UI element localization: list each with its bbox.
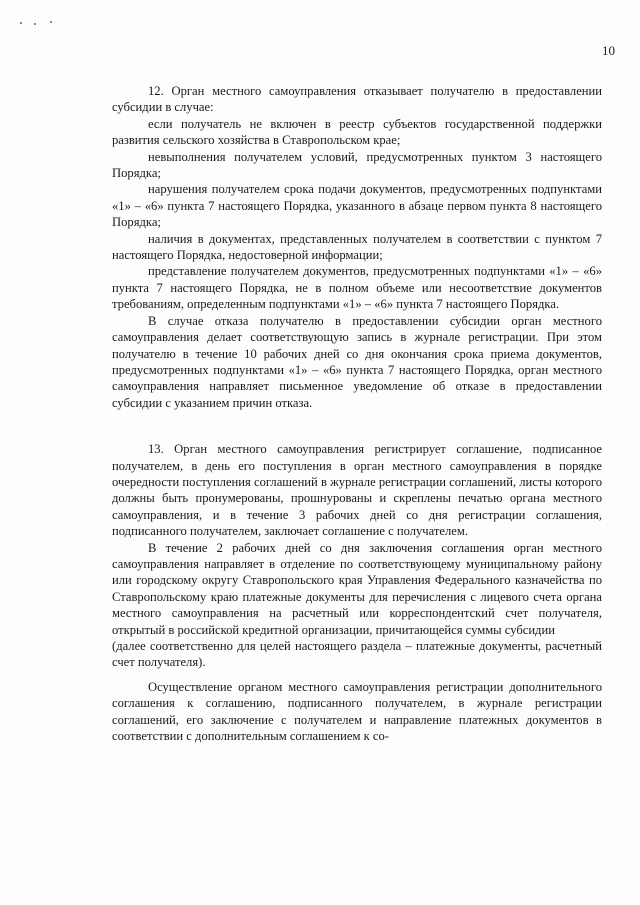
document-body (112, 83, 602, 744)
paragraph-12-refusal: В случае отказа получателю в предоставлении субсидии орган местного самоуправления делает соответствующую запись в журнале регистрации. При этом получателю в течение 10 рабочих дней со дня окончания срока приема документов, предусмотренных подпунктами «1» – «6» пункта 7 настоящего Порядка, орган местного самоуправления направляет письменное уведомление об отказе в предоставлении субсидии с указанием причин отказа. (112, 313, 602, 410)
paragraph-12-item: наличия в документах, представленных получателем в соответствии с пунктом 7 настоящего Порядка, недостоверной информации; (112, 231, 602, 263)
scan-speck (20, 22, 22, 24)
paragraph-13-payment: В течение 2 рабочих дней со дня заключения соглашения орган местного самоуправления направляет в отделение по соответствующему муниципальному району или городскому округу Ставропольского края Управления Федерального казначейства по Ставропольскому краю платежные документы для перечисления с лицевого счета органа местного самоуправления на расчетный или корреспондентский счет получателя, открытый в российской кредитной организации, причитающейся суммы субсидии (112, 540, 602, 637)
paragraph-12-item: невыполнения получателем условий, предусмотренных пунктом 3 настоящего Порядка; (112, 149, 602, 181)
scan-specks (20, 20, 60, 26)
paragraph-12-item: представление получателем документов, предусмотренных подпунктами «1» – «6» пункта 7 настоящего Порядка, не в полном объеме или несоответствие документов требованиям, определенным подпунктами «1» – «6» пункта 7 настоящего Порядка. (112, 264, 602, 312)
paragraph-12: 12. Орган местного самоуправления отказывает получателю в предоставлении субсидии в случае: (112, 84, 602, 115)
paragraph-13-definition: (далее соответственно для целей настоящего раздела – платежные документы, расчетный счет получателя). (112, 639, 602, 670)
scan-speck (50, 21, 52, 23)
paragraph-12-item: если получатель не включен в реестр субъектов государственной поддержки развития сельского хозяйства в Ставропольском крае; (112, 116, 602, 148)
paragraph-12-item: нарушения получателем срока подачи документов, предусмотренных подпунктами «1» – «6» пункта 7 настоящего Порядка, указанного в абзаце первом пункта 8 настоящего Порядка; (112, 182, 602, 230)
paragraph-13: 13. Орган местного самоуправления регистрирует соглашение, подписанное получателем, в день его поступления в орган местного самоуправления в порядке очередности поступления соглашений в журнале регистрации соглашений, листы которого должны быть пронумерованы, прошнурованы и скреплены печатью органа местного самоуправления, и в течение 3 рабочих дней со дня регистрации соглашения, подписанного получателем, заключает соглашение с получателем. (112, 442, 602, 539)
scan-speck (34, 23, 36, 25)
page-number: 10 (602, 43, 615, 58)
paragraph-13-additional: Осуществление органом местного самоуправления регистрации дополнительного соглашения к соглашению, подписанного получателем, в журнале регистрации соглашений, его заключение с получателем и направление платежных документов в соответствии с дополнительным соглашением к со- (112, 679, 602, 744)
